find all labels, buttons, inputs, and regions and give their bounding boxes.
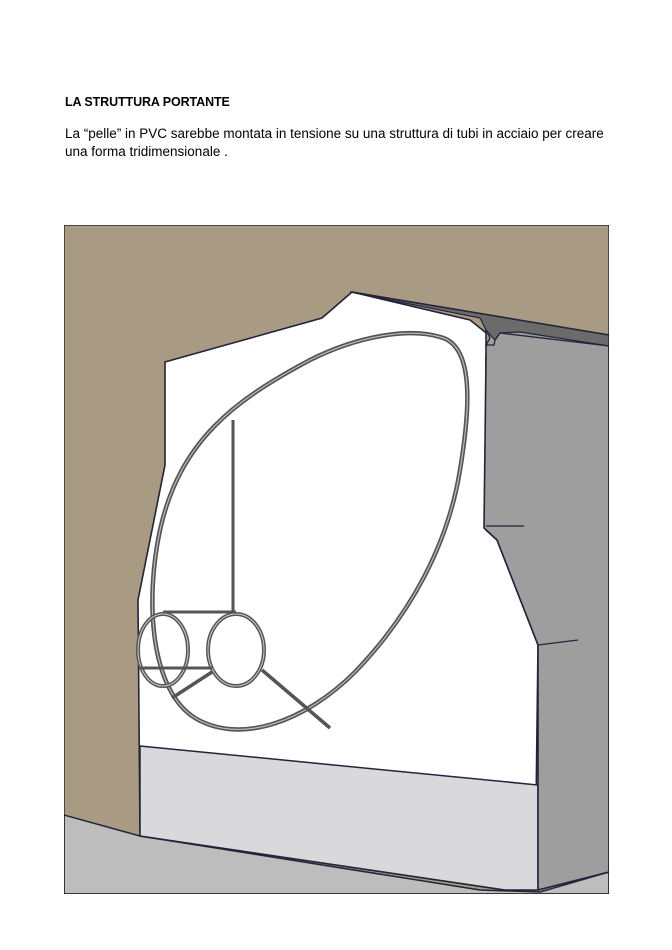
section-paragraph: La “pelle” in PVC sarebbe montata in tensione su una struttura di tubi in acciaio per creare una forma tridimensionale . <box>65 126 604 159</box>
structure-illustration <box>64 225 609 894</box>
section-heading: LA STRUTTURA PORTANTE <box>65 95 230 109</box>
